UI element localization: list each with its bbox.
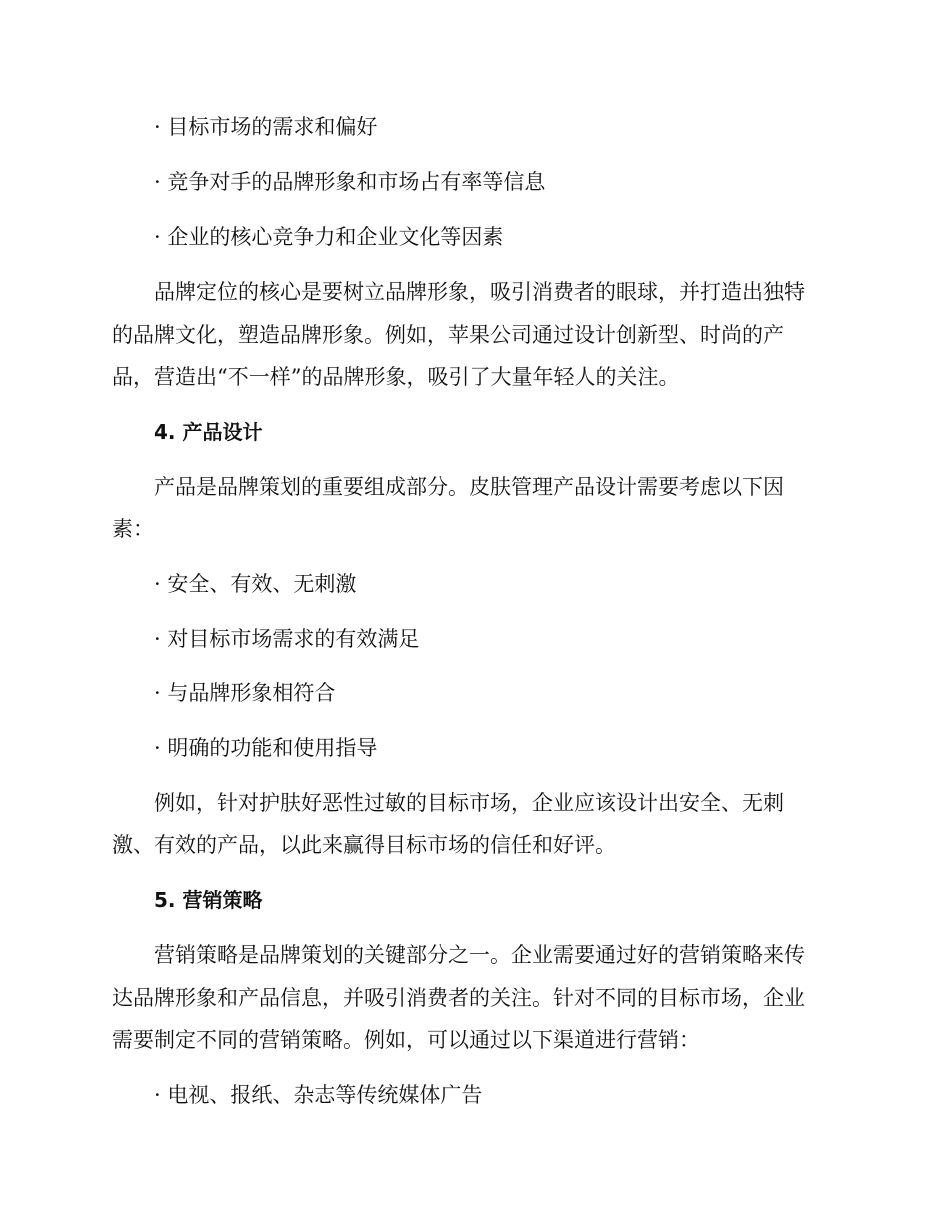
- paragraph-line: 产品是品牌策划的重要组成部分。皮肤管理产品设计需要考虑以下因: [154, 475, 784, 499]
- section-heading: 4. 产品设计: [154, 420, 263, 444]
- paragraph-line: 例如，针对护肤好恶性过敏的目标市场，企业应该设计出安全、无刺: [154, 791, 784, 815]
- bullet-item: · 竞争对手的品牌形象和市场占有率等信息: [154, 170, 546, 194]
- paragraph-line: 激、有效的产品，以此来赢得目标市场的信任和好评。: [112, 833, 616, 857]
- paragraph-line: 达品牌形象和产品信息，并吸引消费者的关注。针对不同的目标市场，企业: [112, 986, 805, 1010]
- bullet-item: · 安全、有效、无刺激: [154, 572, 357, 596]
- paragraph-line: 素：: [112, 517, 154, 541]
- bullet-item: · 对目标市场需求的有效满足: [154, 627, 420, 651]
- bullet-item: · 企业的核心竞争力和企业文化等因素: [154, 225, 504, 249]
- bullet-item: · 明确的功能和使用指导: [154, 736, 378, 760]
- paragraph-line: 营销策略是品牌策划的关键部分之一。企业需要通过好的营销策略来传: [154, 943, 805, 967]
- paragraph-line: 的品牌文化，塑造品牌形象。例如，苹果公司通过设计创新型、时尚的产: [112, 323, 784, 347]
- bullet-item: · 目标市场的需求和偏好: [154, 115, 378, 139]
- paragraph-line: 品，营造出“不一样”的品牌形象，吸引了大量年轻人的关注。: [112, 365, 680, 389]
- paragraph-line: 品牌定位的核心是要树立品牌形象，吸引消费者的眼球，并打造出独特: [154, 280, 805, 304]
- section-heading: 5. 营销策略: [154, 888, 263, 912]
- bullet-item: · 电视、报纸、杂志等传统媒体广告: [154, 1083, 483, 1107]
- paragraph-line: 需要制定不同的营销策略。例如，可以通过以下渠道进行营销：: [112, 1028, 700, 1052]
- bullet-item: · 与品牌形象相符合: [154, 681, 336, 705]
